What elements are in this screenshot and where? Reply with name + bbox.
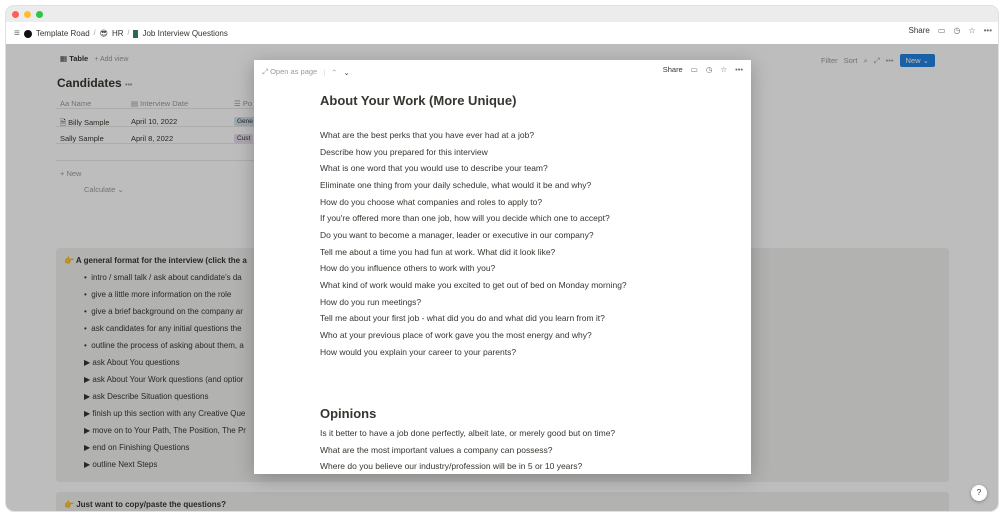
open-as-page-button[interactable]	[262, 67, 317, 77]
filter-button[interactable]: Filter	[821, 56, 838, 65]
top-bar	[6, 22, 998, 44]
column-label: Po	[242, 99, 252, 108]
section-heading: About Your Work (More Unique)	[320, 93, 517, 108]
new-row-button[interactable]: + New	[60, 169, 82, 178]
row-date[interactable]: April 10, 2022	[131, 117, 178, 126]
list-item-text: ask candidates for any initial questions the	[91, 324, 242, 333]
more-icon[interactable]: •••	[735, 65, 743, 74]
question-item: Where do you believe our industry/profession will be in 5 or 10 years?	[320, 461, 583, 471]
row-date[interactable]: April 8, 2022	[131, 134, 174, 143]
expand-icon: ⤢	[262, 67, 268, 76]
toggle-arrow-icon[interactable]: ▶	[84, 375, 91, 384]
question-item: How would you explain your career to your parents?	[320, 347, 517, 357]
breadcrumb-item[interactable]: Template Road	[35, 29, 90, 38]
column-header-name[interactable]: Aa Name	[60, 99, 92, 108]
question-item: What kind of work would make you excited to get out of bed on Monday morning?	[320, 280, 627, 290]
clock-icon[interactable]: ◷	[705, 65, 713, 74]
row-name: Billy Sample	[68, 118, 110, 127]
breadcrumb: ≡ Template Road / 😎 HR / Job Interview Questions	[14, 28, 228, 39]
menu-icon[interactable]: ≡	[14, 28, 20, 39]
star-icon[interactable]: ☆	[720, 65, 728, 74]
list-item: • give a brief background on the company ar	[84, 307, 243, 316]
emoji-icon: 😎	[99, 29, 108, 38]
database-title-text: Candidates	[57, 76, 122, 90]
chevron-down-icon[interactable]: ⌄	[343, 67, 350, 77]
position-tag: Gene	[234, 117, 256, 126]
chevron-up-icon[interactable]: ⌃	[331, 67, 338, 77]
toggle-text: finish up this section with any Creative Que	[92, 409, 246, 418]
close-window-button[interactable]	[12, 11, 19, 18]
star-icon[interactable]: ☆	[968, 26, 976, 35]
question-item: How do you influence others to work with you?	[320, 263, 496, 273]
toggle-arrow-icon[interactable]: ▶	[84, 392, 91, 401]
modal-header	[254, 60, 751, 80]
breadcrumb-item[interactable]: Job Interview Questions	[142, 29, 228, 38]
question-item: Describe how you prepared for this interview	[320, 147, 488, 157]
question-item: Do you want to become a manager, leader or executive in our company?	[320, 230, 594, 240]
column-header-date[interactable]: ▤ Interview Date	[131, 99, 189, 108]
toggle-text: move on to Your Path, The Position, The Pr	[92, 426, 246, 435]
question-item: What are the best perks that you have ever had at a job?	[320, 130, 535, 140]
sort-button[interactable]: Sort	[843, 56, 858, 65]
list-item: • outline the process of asking about them, a	[84, 341, 244, 350]
position-tag: Cust	[234, 134, 253, 143]
callout-title-text: A general format for the interview (click the a	[75, 256, 247, 265]
doc-icon: 🗎	[60, 118, 67, 127]
question-item: Tell me about a time you had fun at work. What did it look like?	[320, 247, 556, 257]
column-label: Interview Date	[140, 99, 189, 108]
calculate-button[interactable]: Calculate ⌄	[84, 185, 124, 194]
more-icon[interactable]: •••	[983, 26, 992, 35]
question-item: What are the most important values a company can possess?	[320, 445, 553, 455]
toggle-arrow-icon[interactable]: ▶	[84, 443, 91, 452]
question-item: If you're offered more than one job, how will you decide which one to accept?	[320, 213, 610, 223]
question-item: Who at your previous place of work gave you the most energy and why?	[320, 330, 592, 340]
column-header-position[interactable]: ☰ Po	[234, 99, 252, 108]
list-item-text: give a little more information on the role	[91, 290, 232, 299]
list-item: • intro / small talk / ask about candidate's da	[84, 273, 242, 282]
search-icon[interactable]: ⌕	[863, 55, 868, 65]
minimize-window-button[interactable]	[24, 11, 31, 18]
toggle-text: outline Next Steps	[92, 460, 158, 469]
comment-icon[interactable]: ▭	[690, 65, 698, 74]
list-item: • give a little more information on the role	[84, 290, 232, 299]
tab-table[interactable]: Table	[69, 54, 89, 63]
callout-title-text: Just want to copy/paste the questions?	[76, 500, 226, 509]
list-item-text: intro / small talk / ask about candidate's da	[91, 273, 242, 282]
toggle-arrow-icon[interactable]: ▶	[84, 409, 91, 418]
share-button[interactable]: Share	[662, 65, 683, 74]
table-icon: ▦	[60, 54, 68, 63]
add-view-button[interactable]: + Add view	[94, 56, 129, 63]
comment-icon[interactable]: ▭	[937, 26, 946, 35]
more-icon[interactable]: •••	[885, 56, 894, 65]
question-item: Is it better to have a job done perfectly, albeit late, or merely good but on time?	[320, 428, 616, 438]
list-item-text: give a brief background on the company ar	[91, 307, 243, 316]
share-button[interactable]: Share	[908, 26, 930, 35]
list-item: • ask candidates for any initial questions the	[84, 324, 242, 333]
expand-icon[interactable]: ⤢	[873, 55, 880, 65]
page-icon	[133, 30, 138, 38]
question-item: How do you run meetings?	[320, 297, 422, 307]
toggle-text: end on Finishing Questions	[92, 443, 190, 452]
top-actions	[909, 26, 992, 35]
more-icon[interactable]: •••	[125, 82, 133, 89]
workspace-logo-icon	[24, 30, 32, 38]
question-item: How do you choose what companies and roles to apply to?	[320, 197, 543, 207]
pointing-hand-icon: 👉	[64, 500, 74, 509]
question-item: Tell me about your first job - what did you do and what did you learn from it?	[320, 313, 605, 323]
toggle-arrow-icon[interactable]: ▶	[84, 358, 91, 367]
toggle-arrow-icon[interactable]: ▶	[84, 460, 91, 469]
breadcrumb-item[interactable]: HR	[111, 29, 124, 38]
toggle-text: ask About Your Work questions (and optior	[92, 375, 244, 384]
clock-icon[interactable]: ◷	[953, 26, 961, 35]
page-peek-modal	[254, 60, 751, 474]
title-bar	[6, 6, 998, 22]
modal-header-left: ⤢ Open as page | ⌃ ⌄	[262, 67, 350, 77]
column-label: Name	[71, 99, 92, 108]
help-label: ?	[976, 488, 982, 497]
modal-header-right	[663, 65, 743, 74]
question-item: What is one word that you would use to describe your team?	[320, 163, 548, 173]
new-button-label: New	[905, 56, 921, 65]
pointing-hand-icon: 👉	[64, 256, 74, 265]
list-item-text: outline the process of asking about them, a	[91, 341, 244, 350]
toggle-text: ask Describe Situation questions	[92, 392, 209, 401]
open-as-page-label: Open as page	[270, 67, 318, 76]
table-row[interactable]: Sally Sample	[60, 134, 104, 143]
toggle-text: ask About You questions	[92, 358, 180, 367]
maximize-window-button[interactable]	[36, 11, 43, 18]
new-button[interactable]: New ⌄	[900, 54, 935, 67]
question-item: Eliminate one thing from your daily schedule, what would it be and why?	[320, 180, 592, 190]
help-button[interactable]	[971, 485, 987, 501]
section-heading: Opinions	[320, 406, 377, 421]
toggle-arrow-icon[interactable]: ▶	[84, 426, 91, 435]
